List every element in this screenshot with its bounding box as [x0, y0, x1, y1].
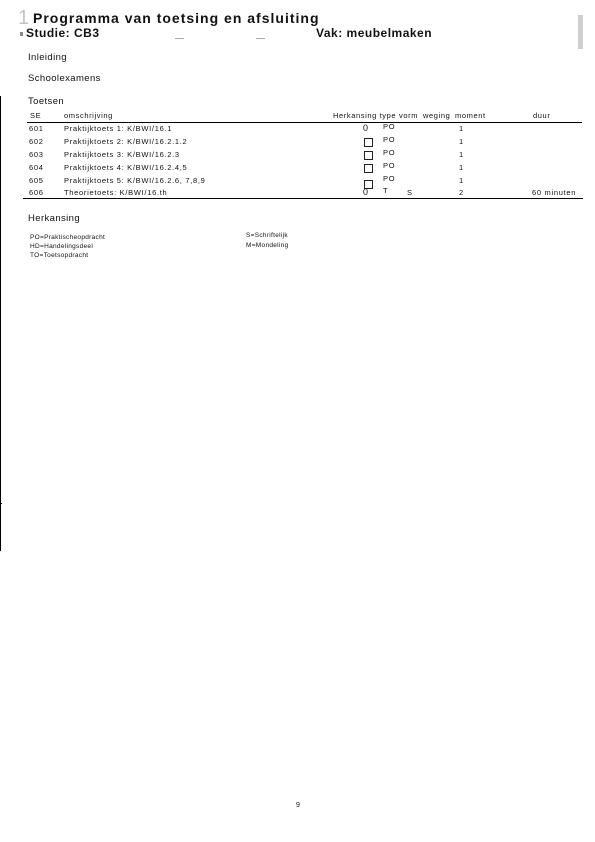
- section-toetsen: Toetsen: [28, 96, 65, 107]
- left-margin-tick: [0, 503, 2, 504]
- cell-type: PO: [383, 135, 396, 144]
- column-header-vorm: vorm: [399, 111, 419, 120]
- column-header-omschrijving: omschrijving: [64, 111, 113, 120]
- cell-moment: 1: [459, 150, 464, 159]
- cell-omschrijving: Praktijktoets 2: K/BWI/16.2.1.2: [64, 137, 188, 146]
- cell-omschrijving: Praktijktoets 5: K/BWI/16.2.6, 7,8,9: [64, 176, 206, 185]
- cell-omschrijving: Praktijktoets 1: K/BWI/16.1: [64, 124, 173, 133]
- cell-omschrijving: Theorietoets: K/BWI/16.th: [64, 188, 168, 197]
- table-row: [0, 124, 595, 137]
- cell-vorm: S: [407, 188, 413, 197]
- table-row: [0, 163, 595, 176]
- legend-item: PO=Praktischeopdracht: [30, 234, 106, 241]
- column-header-herkansing-type: Herkansing type: [333, 111, 397, 120]
- cell-moment: 1: [459, 137, 464, 146]
- cell-moment: 1: [459, 163, 464, 172]
- margin-bar: [578, 15, 583, 49]
- cell-se: 603: [29, 150, 44, 159]
- underline-mark: [256, 38, 265, 39]
- heading-number: 1: [18, 7, 30, 29]
- cell-type: PO: [383, 148, 396, 157]
- legend-item: M=Mondeling: [246, 242, 289, 249]
- cell-se: 602: [29, 137, 44, 146]
- cell-type: PO: [383, 161, 396, 170]
- cell-se: 606: [29, 188, 44, 197]
- herkansing-checkbox[interactable]: [364, 164, 373, 173]
- cell-moment: 1: [459, 124, 464, 133]
- table-header-rule: [27, 122, 582, 123]
- page-title: Programma van toetsing en afsluiting: [33, 10, 320, 26]
- cell-type: PO: [383, 174, 396, 183]
- cell-omschrijving: Praktijktoets 4: K/BWI/16.2.4,5: [64, 163, 188, 172]
- legend-item: S=Schriftelijk: [246, 232, 288, 239]
- cell-moment: 2: [459, 188, 464, 197]
- vak-label: Vak: meubelmaken: [316, 26, 433, 40]
- column-header-moment: moment: [455, 111, 486, 120]
- underline-mark: [175, 38, 184, 39]
- cell-se: 605: [29, 176, 44, 185]
- cell-duur: 60 minuten: [532, 188, 577, 197]
- legend-item: TO=Toetsopdracht: [30, 252, 89, 259]
- table-bottom-rule: [23, 198, 583, 199]
- cell-type: T: [383, 186, 389, 195]
- cell-moment: 1: [459, 176, 464, 185]
- herkansing-value: 0: [363, 123, 369, 133]
- cell-omschrijving: Praktijktoets 3: K/BWI/16.2.3: [64, 150, 180, 159]
- column-header-weging: weging: [423, 111, 451, 120]
- legend-item: HD=Handelingsdeel: [30, 243, 94, 250]
- page-number: 9: [296, 802, 300, 809]
- column-header-se: SE: [30, 111, 42, 120]
- table-row: [0, 137, 595, 150]
- studie-label: Studie: CB3: [26, 26, 100, 40]
- table-row: [0, 188, 595, 201]
- column-header-duur: duur: [533, 111, 551, 120]
- section-schoolexamens: Schoolexamens: [28, 73, 101, 84]
- table-row: [0, 150, 595, 163]
- herkansing-value: 0: [363, 187, 369, 197]
- herkansing-checkbox[interactable]: [364, 151, 373, 160]
- cell-type: PO: [383, 122, 396, 131]
- herkansing-checkbox[interactable]: [364, 138, 373, 147]
- cell-se: 601: [29, 124, 44, 133]
- section-inleiding: Inleiding: [28, 52, 67, 63]
- bullet-mark: [20, 32, 23, 36]
- section-herkansing: Herkansing: [28, 213, 81, 224]
- cell-se: 604: [29, 163, 44, 172]
